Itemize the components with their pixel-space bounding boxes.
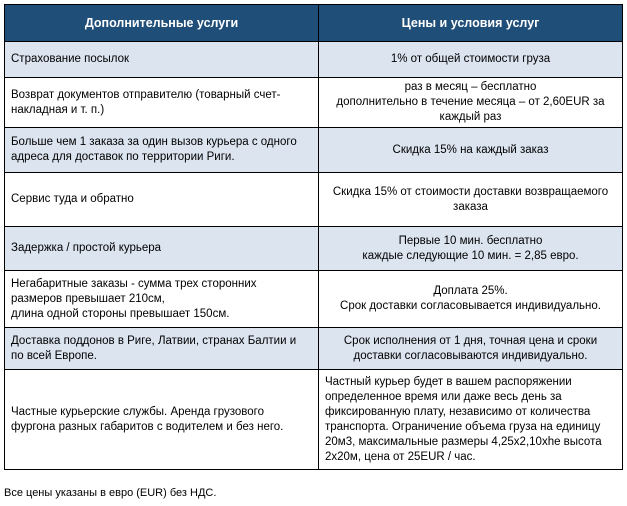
service-text: Больше чем 1 заказа за один вызов курьера с одного адреса для доставок по территории Риги.: [11, 136, 297, 163]
service-text: Негабаритные заказы - сумма трех сторонних размеров превышает 210см, длина одной стороны превышает 150см.: [11, 277, 257, 320]
service-cell: [5, 173, 319, 227]
price-cell: [319, 227, 623, 271]
header-services: Дополнительные услуги: [5, 5, 319, 42]
table-row: [5, 227, 623, 271]
service-cell: [5, 128, 319, 173]
services-table: [4, 4, 623, 470]
price-text: Скидка 15% от стоимости доставки возвращаемого заказа: [332, 185, 609, 213]
price-cell: [319, 271, 623, 328]
footnote: Все цены указаны в евро (EUR) без НДС.: [4, 487, 217, 499]
table-row: [5, 271, 623, 328]
table-row: [5, 42, 623, 78]
table-header-row: [5, 5, 623, 42]
service-text: Возврат документов отправителю (товарный счет- накладная и т. п.): [11, 88, 281, 116]
price-text: Частный курьер будет в вашем распоряжении определенное время или даже весь день за фиксированную плату, независимо от количества транспорта. Ограничение объема груза на единицу 20м3, максимальные размеры 4,25x2,10xhe высота 2x20м, цена от 25EUR / час.: [325, 375, 602, 463]
service-cell: [5, 78, 319, 128]
table-row: [5, 128, 623, 173]
service-text: Сервис туда и обратно: [11, 193, 134, 205]
service-cell: [5, 227, 319, 271]
price-cell: [319, 328, 623, 370]
price-cell: [319, 173, 623, 227]
price-text: Скидка 15% на каждый заказ: [392, 143, 549, 156]
service-cell: [5, 328, 319, 370]
price-text: Срок исполнения от 1 дня, точная цена и сроки доставки согласовываются индивидуально.: [343, 334, 598, 362]
table-row: [5, 328, 623, 370]
service-cell: [5, 271, 319, 328]
table-row: [5, 173, 623, 227]
price-text: 1% от общей стоимости груза: [390, 53, 551, 65]
table-row: [5, 78, 623, 128]
price-text: раз в месяц – бесплатно дополнительно в течение месяца – от 2,60EUR за каждый раз: [336, 81, 605, 123]
price-cell: [319, 42, 623, 78]
price-cell: [319, 128, 623, 173]
service-cell: [5, 370, 319, 470]
service-text: Частные курьерские службы. Аренда грузового фургона разных габаритов с водителем и без него.: [11, 405, 284, 433]
price-cell: [319, 78, 623, 128]
price-cell: [319, 370, 623, 470]
table-row: [5, 370, 623, 470]
service-text: Задержка / простой курьера: [11, 242, 162, 254]
service-text: Доставка поддонов в Риге, Латвии, странах Балтии и по всей Европе.: [11, 334, 297, 362]
header-prices: Цены и условия услуг: [319, 5, 623, 42]
service-cell: [5, 42, 319, 78]
price-text: Доплата 25%. Срок доставки согласовывается индивидуально.: [340, 285, 601, 312]
price-text: Первые 10 мин. бесплатно каждые следующие 10 мин. = 2,85 евро.: [362, 234, 579, 262]
service-text: Страхование посылок: [11, 53, 130, 65]
